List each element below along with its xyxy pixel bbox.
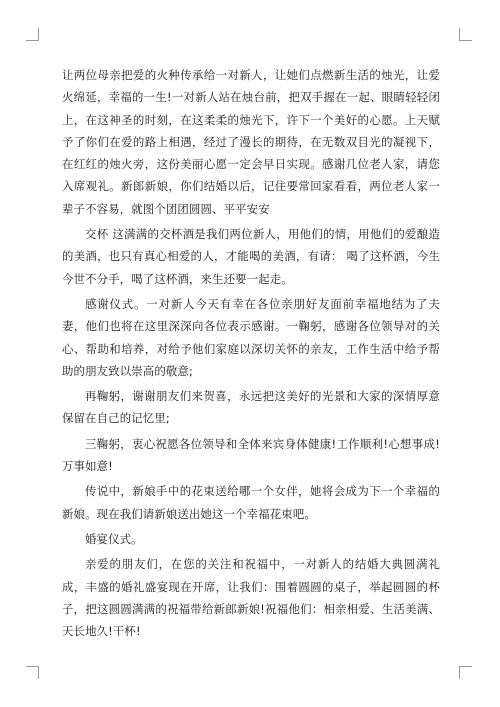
- document-body: [62, 64, 440, 645]
- paragraph-bouquet: 传说中，新娘手中的花束送给哪一个女伴，她将会成为下一个幸福的新娘。现在我们请新娘送出她这一个幸福花束吧。: [62, 484, 440, 521]
- paragraph-toast-cup: 交杯 这满满的交杯酒是我们两位新人，用他们的情，用他们的爱酿造的美酒，也只有真心相爱的人，才能喝的美酒，有请： 喝了这杯酒，今生今世不分手，喝了这杯酒，来生还要一起走。: [62, 227, 440, 286]
- paragraph-banquet-toast: 亲爱的朋友们，在您的关注和祝福中，一对新人的结婚大典圆满礼成，丰盛的婚礼盛宴现在开席，让我们：围着圆圆的桌子，举起圆圆的杯子，把这圆圆满满的祝福带给新郎新娘!祝福他们：相亲相爱、生活美满、天长地久!干杯!: [62, 557, 440, 639]
- page-corner-mark-bottom-left: [26, 666, 39, 679]
- page-corner-mark-top-left: [26, 28, 39, 41]
- paragraph-thanks-ceremony: 感谢仪式。一对新人今天有幸在各位亲朋好友面前幸福地结为了夫妻，他们也将在这里深深向各位表示感谢。一鞠躬，感谢各位领导对的关心、帮助和培养，对给予他们家庭以深切关怀的亲友，工作生活中给予帮助的朋友致以崇高的敬意;: [62, 296, 440, 378]
- paragraph-banquet-heading: 婚宴仪式。: [85, 531, 143, 546]
- paragraph-second-bow: 再鞠躬，谢谢朋友们来贺喜，永远把这美好的光景和大家的深情厚意保留在自己的记忆里;: [62, 389, 440, 426]
- page-corner-mark-bottom-right: [459, 666, 472, 679]
- paragraph-candle-lighting: 让两位母亲把爱的火种传承给一对新人，让她们点燃新生活的烛光，让爱火绵延，幸福的一生!一对新人站在烛台前，把双手握在一起、眼睛轻轻闭上，在这神圣的时刻，在这柔柔的烛光下，许下一个美好的心愿。上天赋予了你们在爱的路上相遇，经过了漫长的期待，在无数双目光的凝视下，在红红的烛火旁，这份美丽心愿一定会早日实现。感谢几位老人家，请您入席观礼。新郎新娘，你们结婚以后，记住要常回家看看，两位老人家一辈子不容易，就图个团团圆圆、平平安安: [62, 68, 440, 216]
- page-corner-mark-top-right: [459, 28, 472, 41]
- paragraph-third-bow: 三鞠躬，衷心祝愿各位领导和全体来宾身体健康!工作顺利!心想事成!万事如意!: [62, 436, 440, 474]
